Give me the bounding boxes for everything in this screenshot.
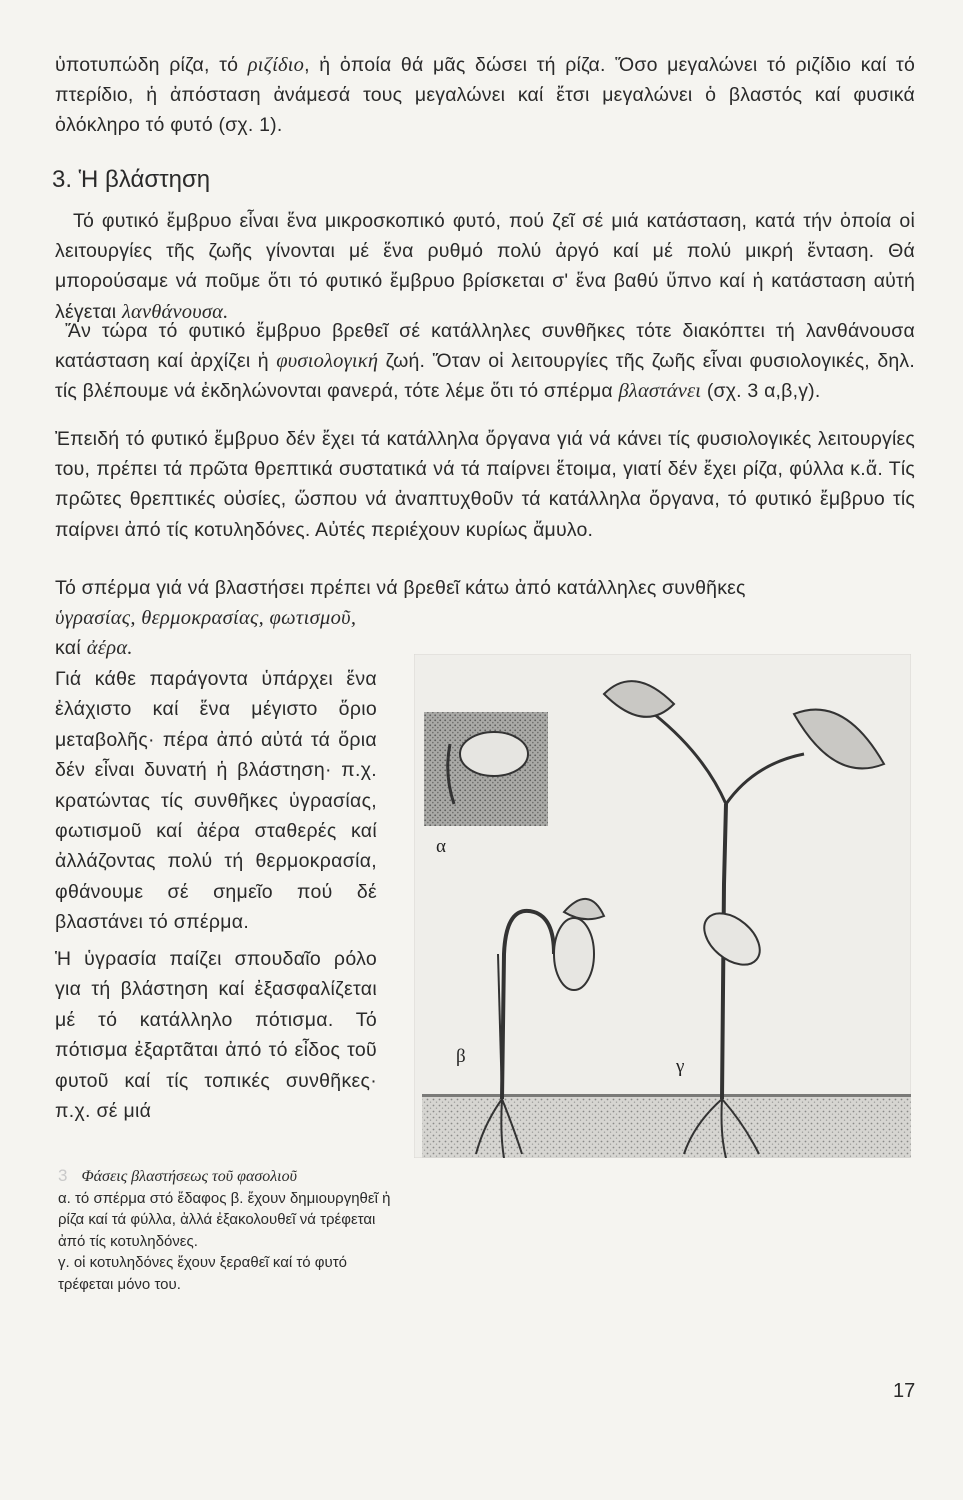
paragraph-humidity: Ἡ ὑγρασία παίζει σπουδαῖο ρόλο για τή βλάστηση καί ἐξασφαλίζεται μέ τό κατάλληλο πότισμα. Τό πότισμα ἐξαρτᾶται ἀπό τό εἶδος τοῦ φυτοῦ καί τίς τοπικές συνθῆκες· π.χ. σέ μιά <box>55 948 377 1123</box>
term-lanthanousa: λανθάνουσα. <box>121 300 229 323</box>
paragraph-germination-factors: ὑγρασίας, θερμοκρασίας, φωτισμοῦ, καί ἀέρα. <box>55 607 357 660</box>
paragraph-intro: ὑποτυπώδη ρίζα, τό ριζίδιο, ἡ ὁποία θά μᾶς δώσει τή ρίζα. Ὅσο μεγαλώνει τό ριζίδιο καί τό πτερίδιο, ἡ ἀπόσταση ἀνάμεσά τους μεγαλώνει καί ἔτσι μεγαλώνει ὁ βλαστός καί φυσικά ὁλόκληρο τό φυτό (σχ. 1). <box>55 54 915 137</box>
caption-line-a: α. τό σπέρμα στό ἔδαφος β. ἔχουν δημιουργηθεῖ ἡ ρίζα καί τά φύλλα, ἀλλά ἐξακολουθεῖ νά τρέφεται ἀπό τίς κοτυληδόνες. <box>58 1189 391 1250</box>
label-b: β <box>456 1046 466 1067</box>
caption-line-c: γ. οἱ κοτυληδόνες ἔχουν ξεραθεῖ καί τό φυτό τρέφεται μόνο του. <box>58 1254 347 1293</box>
seed-inset-a <box>424 712 548 826</box>
paragraph-conditions: Ἄν τώρα τό φυτικό ἔμβρυο βρεθεῖ σέ κατάλληλες συνθῆκες τότε διακόπτει τή λανθάνουσα κατάσταση καί ἀρχίζει ἡ φυσιολογική ζωή. Ὅταν οἱ λειτουργίες τῆς ζωῆς εἶναι φυσιολογικές, δηλ. τίς βλέπουμε νά ἐκδηλώνονται φανερά, τότε λέμε ὅτι τό σπέρμα βλαστάνει (σχ. 3 α,β,γ). <box>55 320 915 403</box>
term-physiologiki: φυσιολογική <box>276 350 379 373</box>
label-c: γ <box>676 1056 685 1077</box>
bean-germination-figure <box>414 654 911 1158</box>
term-factors: ὑγρασίας, θερμοκρασίας, φωτισμοῦ, <box>55 607 357 629</box>
label-a: α <box>436 836 446 857</box>
caption-number: 3 <box>58 1166 68 1185</box>
paragraph-nutrients: Ἐπειδή τό φυτικό ἔμβρυο δέν ἔχει τά κατάλληλα ὄργανα γιά νά κάνει τίς φυσιολογικές λειτουργίες του, πρέπει τά πρῶτα θρεπτικά συστατικά νά τά παίρνει ἕτοιμα, γιατί δέν ἔχει ρίζα, φύλλα κ.ἄ. Τίς πρῶτες θρεπτικές οὐσίες, ὥσπου νά ἀναπτυχθοῦν τά κατάλληλα ὄργανα, τό φυτικό ἔμβρυο τίς παίρνει ἀπό τίς κοτυληδόνες. Αὐτές περιέχουν κυρίως ἄμυλο. <box>55 428 915 541</box>
paragraph-embryo: Τό φυτικό ἔμβρυο εἶναι ἕνα μικροσκοπικό φυτό, πού ζεῖ σέ μιά κατάσταση, κατά τήν ὁποία οἱ λειτουργίες τῆς ζωῆς γίνονται μέ ἕνα ρυθμό πολύ ἀργό καί μέ πολύ μικρή ἔνταση. Θά μπορούσαμε νά ποῦμε ὅτι τό φυτικό ἔμβρυο βρίσκεται σ' ἕνα βαθύ ὕπνο καί ἡ κατάσταση αὐτή λέγεται λανθάνουσα. <box>55 210 915 323</box>
soil-band <box>422 1096 911 1158</box>
term-rizidio: ριζίδιο <box>247 54 305 76</box>
section-heading: 3. Ἡ βλάστηση <box>52 166 211 193</box>
figure-caption <box>58 1165 398 1295</box>
paragraph-limits: Γιά κάθε παράγοντα ὑπάρχει ἕνα ἐλάχιστο καί ἕνα μέγιστο ὅριο μεταβολῆς· πέρα ἀπό αὐτά τά ὅρια δέν εἶναι δυνατή ἡ βλάστηση· π.χ. κρατώντας τίς συνθῆκες ὑγρασίας, φωτισμοῦ καί ἀέρα σταθερές καί ἀλλάζοντας πολύ τή θερμοκρασία, φθάνουμε σέ σημεῖο πού δέ βλαστάνει τό σπέρμα. <box>55 668 377 934</box>
caption-title: Φάσεις βλαστήσεως τοῦ φασολιοῦ <box>81 1168 297 1185</box>
paragraph-germination-line: Τό σπέρμα γιά νά βλαστήσει πρέπει νά βρεθεῖ κάτω ἀπό κατάλληλες συνθῆκες <box>55 577 746 599</box>
page-number: 17 <box>893 1380 916 1402</box>
term-aera: ἀέρα. <box>86 637 133 660</box>
term-vlastanei: βλαστάνει <box>618 380 702 403</box>
